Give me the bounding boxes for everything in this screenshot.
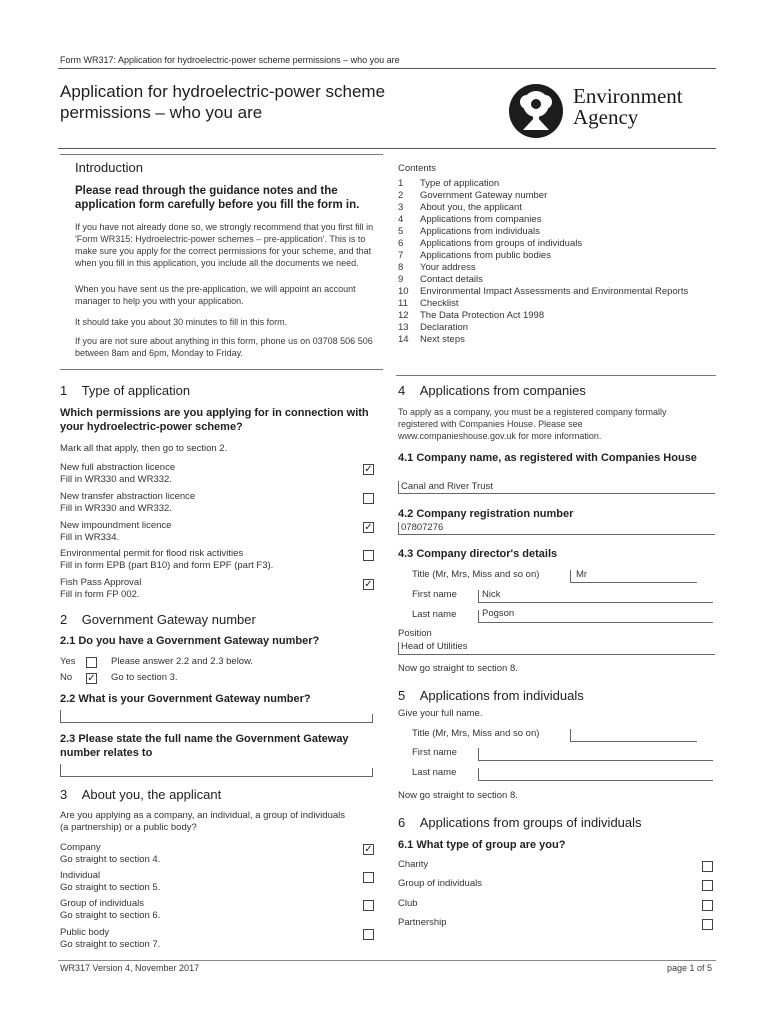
contents-item-label: Contact details xyxy=(420,274,483,285)
contents-item[interactable] xyxy=(398,322,716,334)
contents-item[interactable] xyxy=(398,226,716,238)
individual-title-label: Title (Mr, Mrs, Miss and so on) xyxy=(412,728,540,739)
permission-option-checkbox[interactable]: ✓ xyxy=(364,464,373,475)
applicant-type-note: Go straight to section 6. xyxy=(60,910,161,921)
introduction-heading: Introduction xyxy=(75,160,143,175)
contents-item[interactable] xyxy=(398,334,716,346)
section-5-intro: Give your full name. xyxy=(398,708,483,719)
permission-option-note: Fill in form EPB (part B10) and form EPF (part F3). xyxy=(60,560,274,571)
permission-option-note: Fill in form FP 002. xyxy=(60,589,140,600)
contents-item[interactable] xyxy=(398,286,716,298)
group-type-label: Group of individuals xyxy=(398,878,482,889)
gateway-no-checkbox[interactable]: ✓ xyxy=(87,673,96,684)
contents-item-number: 5 xyxy=(398,226,404,237)
contents-item-label: Applications from individuals xyxy=(420,226,540,237)
group-type-checkbox[interactable] xyxy=(702,861,713,872)
applicant-type-checkbox[interactable] xyxy=(363,872,374,883)
director-first-name-value: Nick xyxy=(482,589,501,600)
section-1-heading: 1 Type of application xyxy=(60,383,191,398)
section-4-intro: To apply as a company, you must be a registered company formally registered with Companies House. Please see www.companieshouse.gov.uk for more information. xyxy=(398,407,667,441)
question-2-3: 2.3 Please state the full name the Government Gateway number relates to xyxy=(60,733,349,759)
director-position-label: Position xyxy=(398,628,432,639)
contents-item-label: Government Gateway number xyxy=(420,190,548,201)
contents-item-label: The Data Protection Act 1998 xyxy=(420,310,545,321)
applicant-type-label: Company xyxy=(60,842,101,853)
contents-item[interactable] xyxy=(398,262,716,274)
permission-option-note: Fill in WR334. xyxy=(60,532,120,543)
permission-option-label: Environmental permit for flood risk activities xyxy=(60,548,244,559)
company-registration-value: 07807276 xyxy=(401,522,444,533)
individual-title-field[interactable] xyxy=(570,729,697,742)
introduction-paragraph-4: If you are not sure about anything in this form, phone us on 03708 506 506 between 8am and 6pm, Monday to Friday. xyxy=(75,336,373,358)
contents-item-label: Applications from companies xyxy=(420,214,542,225)
question-2-1: 2.1 Do you have a Government Gateway number? xyxy=(60,635,320,647)
permission-option-note: Fill in WR330 and WR332. xyxy=(60,503,172,514)
individual-first-name-field[interactable] xyxy=(478,748,713,761)
contents-item[interactable] xyxy=(398,310,716,322)
contents-list xyxy=(398,178,716,346)
contents-item-number: 14 xyxy=(398,334,409,345)
applicant-type-note: Go straight to section 4. xyxy=(60,854,161,865)
question-6-1: 6.1 What type of group are you? xyxy=(398,839,566,851)
gateway-name-field[interactable] xyxy=(60,764,373,777)
introduction-paragraph-1: If you have not already done so, we strongly recommend that you first fill in 'Form WR315: Hydroelectric-power schemes – pre-application'. This is to make sure you apply for the correct permissions for your scheme, and that when you fill in this application, you include all the documents we need. xyxy=(75,222,374,268)
gateway-yes-note: Please answer 2.2 and 2.3 below. xyxy=(111,656,254,667)
question-2-2: 2.2 What is your Government Gateway number? xyxy=(60,693,311,705)
environment-agency-logo xyxy=(507,82,565,140)
logo-wordmark: Environment Agency xyxy=(573,84,683,129)
individual-last-name-field[interactable] xyxy=(478,768,713,781)
group-type-label: Partnership xyxy=(398,917,447,928)
contents-rule xyxy=(396,375,716,376)
section-6-heading: 6 Applications from groups of individuals xyxy=(398,815,642,830)
permission-option-label: Fish Pass Approval xyxy=(60,577,142,588)
page-title: Application for hydroelectric-power scheme permissions – who you are xyxy=(60,82,386,122)
introduction-paragraph-3: It should take you about 30 minutes to fill in this form. xyxy=(75,317,288,327)
permission-option-checkbox[interactable] xyxy=(363,493,374,504)
contents-item-number: 8 xyxy=(398,262,404,273)
section-5-next: Now go straight to section 8. xyxy=(398,790,518,801)
group-type-checkbox[interactable] xyxy=(702,900,713,911)
question-4-3: 4.3 Company director's details xyxy=(398,548,558,560)
individual-last-name-label: Last name xyxy=(412,767,457,778)
applicant-type-label: Group of individuals xyxy=(60,898,144,909)
permission-option-checkbox[interactable] xyxy=(363,550,374,561)
director-position-value: Head of Utilities xyxy=(401,641,468,652)
contents-item-label: Checklist xyxy=(420,298,459,309)
individual-first-name-label: First name xyxy=(412,747,457,758)
footer-page-number: page 1 of 5 xyxy=(666,963,712,973)
contents-item-number: 4 xyxy=(398,214,404,225)
footer-rule xyxy=(58,960,716,961)
director-first-name-label: First name xyxy=(412,589,457,600)
field-end-tick xyxy=(372,768,373,776)
group-type-checkbox[interactable] xyxy=(702,880,713,891)
contents-item-label: Applications from groups of individuals xyxy=(420,238,583,249)
director-first-name-field[interactable] xyxy=(478,590,713,603)
contents-item-number: 13 xyxy=(398,322,409,333)
contents-item[interactable] xyxy=(398,178,716,190)
contents-item-label: Next steps xyxy=(420,334,465,345)
applicant-type-note: Go straight to section 5. xyxy=(60,882,161,893)
applicant-type-checkbox[interactable] xyxy=(363,900,374,911)
section-5-heading: 5 Applications from individuals xyxy=(398,688,584,703)
permission-option-checkbox[interactable]: ✓ xyxy=(364,579,373,590)
contents-item-number: 7 xyxy=(398,250,404,261)
section-1-question: Which permissions are you applying for in connection with your hydroelectric-power scheme? xyxy=(60,407,369,433)
contents-item-number: 3 xyxy=(398,202,404,213)
gateway-number-field[interactable] xyxy=(60,710,373,723)
group-type-checkbox[interactable] xyxy=(702,919,713,930)
section-3-question: Are you applying as a company, an individual, a group of individuals (a partnership) or a public body? xyxy=(60,810,345,833)
permission-option-label: New transfer abstraction licence xyxy=(60,491,196,502)
introduction-paragraph-2: When you have sent us the pre-application, we will appoint an account manager to help you with your application. xyxy=(75,284,356,306)
contents-item[interactable] xyxy=(398,274,716,286)
group-type-label: Club xyxy=(398,898,418,909)
introduction-lead: Please read through the guidance notes and the application form carefully before you fill the form in. xyxy=(75,185,360,211)
contents-item-number: 6 xyxy=(398,238,404,249)
field-end-tick xyxy=(372,714,373,722)
director-title-label: Title (Mr, Mrs, Miss and so on) xyxy=(412,569,540,580)
director-last-name-label: Last name xyxy=(412,609,457,620)
question-4-1: 4.1 Company name, as registered with Companies House xyxy=(398,452,697,464)
section-4-heading: 4 Applications from companies xyxy=(398,383,586,398)
contents-item[interactable] xyxy=(398,298,716,310)
director-title-field[interactable] xyxy=(570,570,697,583)
contents-item[interactable] xyxy=(398,202,716,214)
contents-item-number: 10 xyxy=(398,286,409,297)
permission-option-note: Fill in WR330 and WR332. xyxy=(60,474,172,485)
contents-item-label: About you, the applicant xyxy=(420,202,522,213)
applicant-type-note: Go straight to section 7. xyxy=(60,939,161,950)
contents-item[interactable] xyxy=(398,190,716,202)
company-registration-field[interactable] xyxy=(398,522,715,535)
section-4-next: Now go straight to section 8. xyxy=(398,663,518,674)
question-4-2: 4.2 Company registration number xyxy=(398,508,574,520)
company-name-value: Canal and River Trust xyxy=(401,481,493,492)
contents-item-number: 1 xyxy=(398,178,404,189)
header-rule xyxy=(58,68,716,69)
permission-option-label: New impoundment licence xyxy=(60,520,172,531)
applicant-type-checkbox[interactable] xyxy=(363,929,374,940)
contents-heading: Contents xyxy=(398,163,437,174)
footer-version: WR317 Version 4, November 2017 xyxy=(60,963,200,973)
contents-item-number: 9 xyxy=(398,274,404,285)
contents-item-label: Type of application xyxy=(420,178,500,189)
director-last-name-value: Pogson xyxy=(482,608,515,619)
applicant-type-label: Public body xyxy=(60,927,110,938)
gateway-no-note: Go to section 3. xyxy=(111,672,178,683)
section-3-heading: 3 About you, the applicant xyxy=(60,787,222,802)
contents-item-label: Your address xyxy=(420,262,476,273)
group-type-label: Charity xyxy=(398,859,429,870)
contents-item-label: Applications from public bodies xyxy=(420,250,551,261)
contents-item[interactable] xyxy=(398,238,716,250)
gateway-yes-label: Yes xyxy=(60,656,76,667)
gateway-no-label: No xyxy=(60,672,73,683)
permission-option-checkbox[interactable]: ✓ xyxy=(364,522,373,533)
section-1-instruction: Mark all that apply, then go to section 2. xyxy=(60,443,228,454)
applicant-type-label: Individual xyxy=(60,870,101,881)
contents-item-label: Declaration xyxy=(420,322,469,333)
contents-item-number: 11 xyxy=(398,298,408,309)
contents-item-number: 12 xyxy=(398,310,409,321)
form-header-label: Form WR317: Application for hydroelectric-power scheme permissions – who you are xyxy=(60,55,400,65)
contents-item-number: 2 xyxy=(398,190,404,201)
contents-item[interactable] xyxy=(398,214,716,226)
contents-item[interactable] xyxy=(398,250,716,262)
permission-option-label: New full abstraction licence xyxy=(60,462,176,473)
applicant-type-checkbox[interactable]: ✓ xyxy=(364,844,373,855)
contents-item-label: Environmental Impact Assessments and Environmental Reports xyxy=(420,286,689,297)
director-title-value: Mr xyxy=(576,569,588,580)
title-rule xyxy=(58,148,716,149)
gateway-yes-checkbox[interactable] xyxy=(86,657,97,668)
section-2-heading: 2 Government Gateway number xyxy=(60,612,256,627)
